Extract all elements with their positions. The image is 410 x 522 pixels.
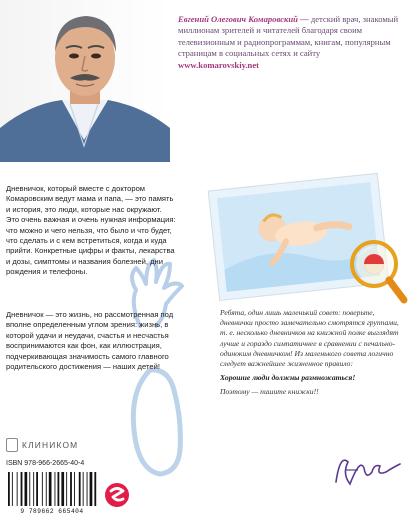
author-website: www.komarovskiy.net — [178, 59, 260, 70]
advice-bold-line: Хорошие люди должны размножаться! — [220, 373, 356, 383]
author-name: Евгений Олегович Комаровский — — [178, 14, 309, 24]
baby-illustration — [178, 172, 410, 312]
isbn-label: ISBN 978-966-2665-40-4 — [6, 460, 85, 467]
publisher-name: КЛИНИКОМ — [22, 440, 79, 450]
advice-text: Ребята, один лишь маленький совет: поверьте, дневнички просто замечательно смотрятся группами, т. е. несколько дневничков на книжной полке выглядят лучше и гораздо симпатичнее в сравнении с печально-одиноким дневничком! Из маленького совета логично следует важнейшее жизненное правило: — [220, 308, 399, 369]
intro-paragraph: Дневничок, который вместе с доктором Комаровским ведут мама и папа, — это память и история, это люди, которые нас окружают. Это очень важная и очень нужная информация: что можно и чего нельзя, что было и что будет, что сделать и с кем встретиться, когда и куда прийти. Конкретные цифры и факты, лекарства и дозы, симптомы и названия болезней, дни рождения и телефоны. — [6, 184, 176, 277]
foot-drawing — [120, 360, 200, 480]
author-bio — [178, 14, 400, 71]
advice-block — [220, 308, 404, 398]
publisher-logo — [6, 434, 80, 456]
advice-closing: Поэтому — пишите книжки!! — [220, 387, 319, 397]
signature — [330, 446, 404, 496]
barcode-digits: 9 789662 665404 — [20, 508, 84, 515]
life-paragraph: Дневничок — это жизнь, но рассмотренная под вполне определенным углом зрения: жизнь, в которой удачи и неудачи, счастья и несчастья воспринимаются как фон, как иллюстрация, подчеркивающая значимость самого главного родительского достижения — наших детей! — [6, 310, 174, 372]
eksmo-logo-icon — [104, 482, 130, 508]
author-description: детский врач, знакомый миллионам зрителей и читателей благодаря своим телевизионным и радиопрограммам, книгам, популярным страницам в социальных сетях и сайту — [178, 14, 399, 59]
author-photo — [0, 0, 170, 162]
publisher-mark-icon — [6, 438, 18, 452]
